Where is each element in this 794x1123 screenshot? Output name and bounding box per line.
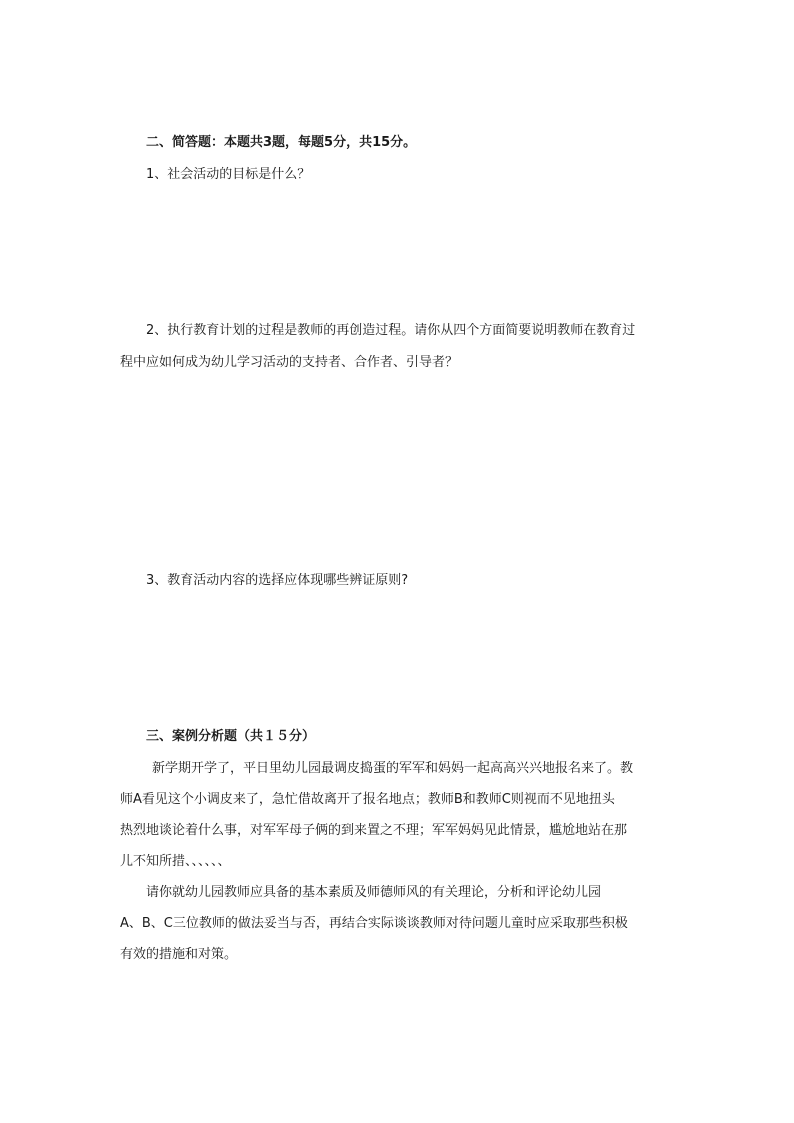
- case-text-line-2: 师A看见这个小调皮来了，急忙借故离开了报名地点；教师B和教师C则视而不见地扭头: [120, 792, 615, 807]
- section-3-heading: 三、案例分析题（共１５分）: [146, 729, 316, 744]
- case-text-line-4: 儿不知所措、、、、、、: [120, 854, 231, 869]
- question-2-line-2: 程中应如何成为幼儿学习活动的支持者、合作者、引导者？: [120, 355, 459, 370]
- question-3: 3、教育活动内容的选择应体现哪些辨证原则?: [146, 573, 409, 588]
- section-2-heading: 二、简答题：本题共3题，每题5分，共15分。: [146, 135, 417, 150]
- question-2-line-1: 2、执行教育计划的过程是教师的再创造过程。请你从四个方面简要说明教师在教育过: [146, 323, 636, 338]
- case-text-line-1: 新学期开学了，平日里幼儿园最调皮捣蛋的军军和妈妈一起高高兴兴地报名来了。教: [152, 761, 634, 776]
- task-text-line-3: 有效的措施和对策。: [120, 947, 238, 962]
- task-text-line-2: A、B、C三位教师的做法妥当与否，再结合实际谈谈教师对待问题儿童时应采取那些积极: [120, 916, 628, 931]
- task-text-line-1: 请你就幼儿园教师应具备的基本素质及师德师风的有关理论，分析和评论幼儿园: [146, 885, 602, 900]
- case-text-line-3: 热烈地谈论着什么事，对军军母子俩的到来置之不理；军军妈妈见此情景，尴尬地站在那: [120, 823, 628, 838]
- question-1: 1、社会活动的目标是什么？: [146, 167, 311, 182]
